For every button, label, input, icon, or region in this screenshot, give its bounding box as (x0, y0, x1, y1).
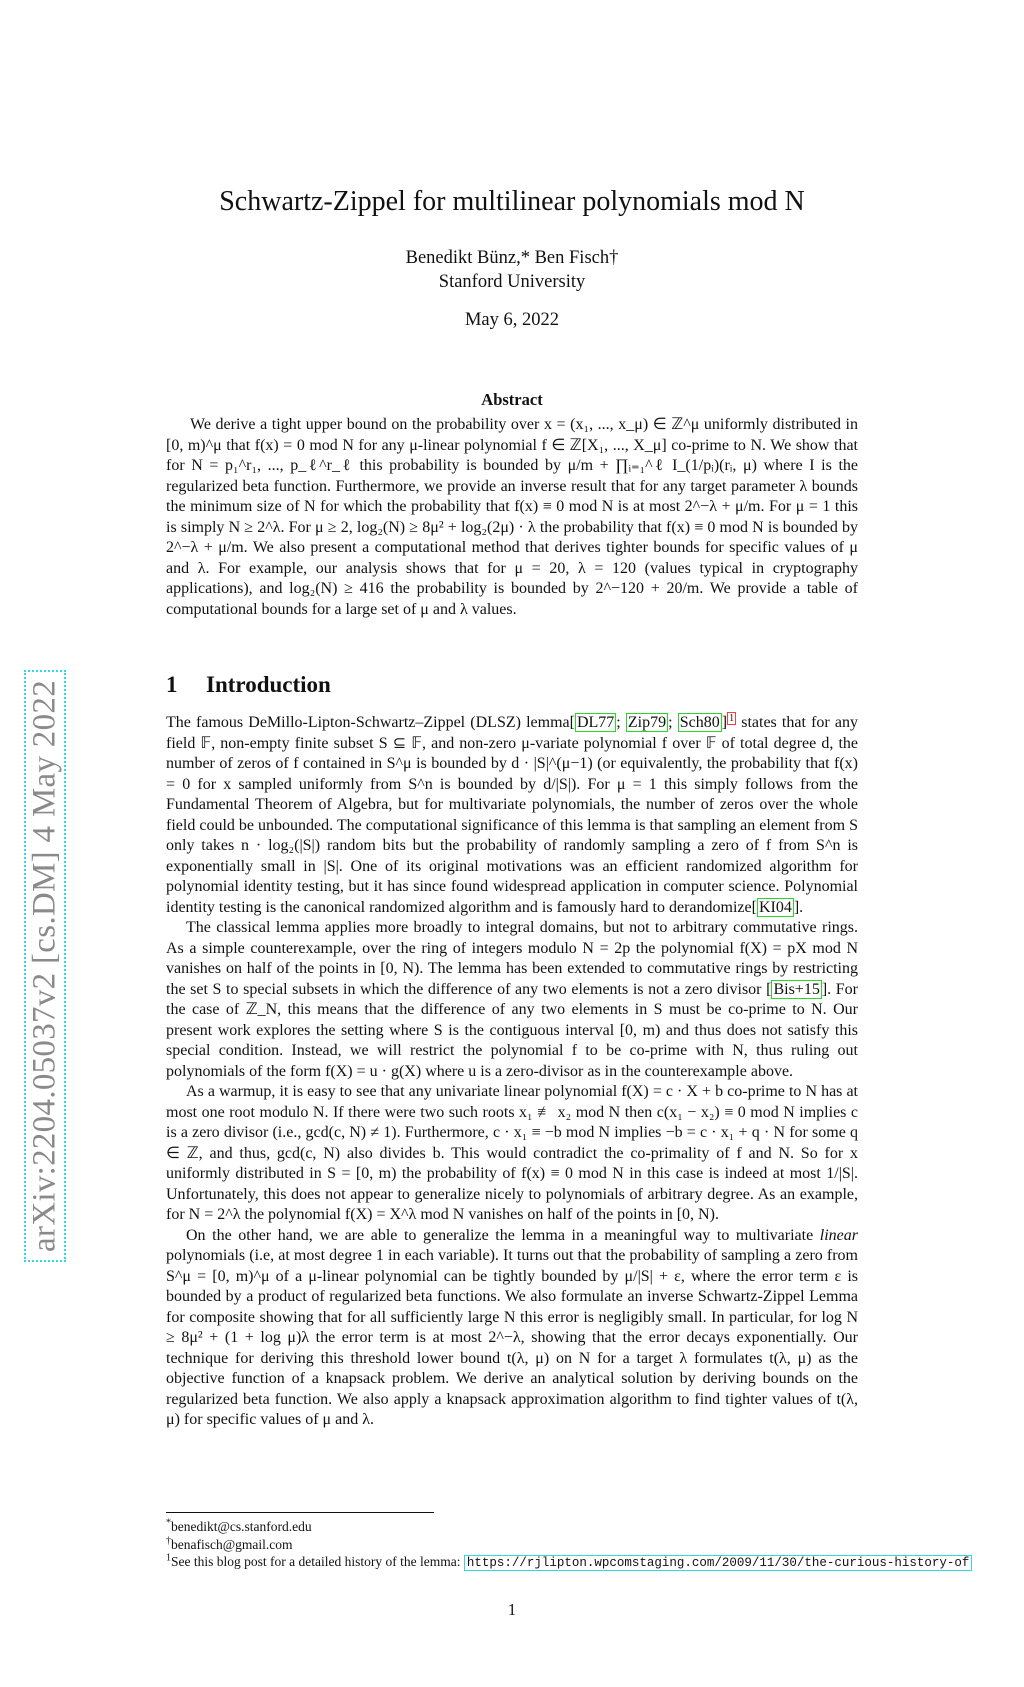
footnote: †benafisch@gmail.com (166, 1535, 293, 1552)
paragraph-text: On the other hand, we are able to generalize the lemma in a meaningful way to multivariate (186, 1226, 820, 1244)
paper-date: May 6, 2022 (464, 310, 560, 330)
section-title: Introduction (206, 672, 331, 697)
paragraph-text: polynomials (i.e, at most degree 1 in each variable). It turns out that the probability of sampling a zero from S^μ = [0, m)^μ of a μ-linear polynomial can be tightly bounded by μ/|S| + ε, where the error term ε is bounded by a product of regularized beta functions. We also formulate an inverse Schwartz-Zippel Lemma for composite showing that for all sufficiently large N this error is negligibly small. In particular, for log N ≥ 8μ² + (1 + log μ)λ the error term is at most 2^−λ, showing that the error decays exponentially. Our technique for deriving this threshold lower bound t(λ, μ) on N for a target λ formulates t(λ, μ) as the objective function of a knapsack problem. We derive an analytical solution by deriving bounds on the regularized beta function. We also apply a knapsack approximation algorithm to find tighter values of t(λ, μ) for specific values of μ and λ. (166, 1247, 858, 1428)
footnote-divider (166, 1512, 434, 1513)
abstract-heading: Abstract (481, 390, 543, 409)
author-affiliation: Stanford University (438, 272, 586, 292)
section-number: 1 (166, 672, 178, 697)
footnote-ref-link[interactable]: 1 (729, 712, 735, 724)
arxiv-stamp-text: arXiv:2204.05037v2 [cs.DM] 4 May 2022 (26, 679, 63, 1253)
page-number: 1 (507, 1600, 517, 1619)
abstract-text: We derive a tight upper bound on the probability over x = (x₁, ..., x_μ) ∈ ℤ^μ uniformly distributed in [0, m)^μ that f(x) = 0 mod N for any μ-linear polynomial f ∈ ℤ[X₁, ..., X_μ] co-prime to N. We show that for N = p₁^r₁, ..., p_ℓ^r_ℓ this probability is bounded by μ/m + ∏ᵢ₌₁^ℓ I_(1/pᵢ)(rᵢ, μ) where I is the regularized beta function. Furthermore, we provide an inverse result that for any target parameter λ bounds the minimum size of N for which the probability that f(x) ≡ 0 mod N is at most 2^−λ + μ/m. For μ = 1 this is simply N ≥ 2^λ. For μ ≥ 2, log₂(N) ≥ 8μ² + log₂(2μ) · λ the probability that f(x) ≡ 0 mod N is bounded by 2^−λ + μ/m. We also present a computational method that derives tighter bounds for specific values of μ and λ. For example, our analysis shows that for μ = 20, λ = 120 (values typical in cryptography applications), and log₂(N) ≥ 416 the probability is bounded by 2^−120 + 20/m. We provide a table of computational bounds for a large set of μ and λ values. (166, 416, 858, 618)
paper-title: Schwartz-Zippel for multilinear polynomials mod N (219, 186, 805, 217)
paragraph: As a warmup, it is easy to see that any univariate linear polynomial f(X) = c · X + b co-prime to N has at most one root modulo N. If there were two such roots x₁ ≢ x₂ mod N then c(x₁ − x₂) ≡ 0 mod N implies c is a zero divisor (i.e., gcd(c, N) ≠ 1). Furthermore, c · x₁ ≡ −b mod N implies −b = c · x₁ + q · N for some q ∈ ℤ, and thus, gcd(c, N) also divides b. This would contradict the co-primality of f and N. So for x uniformly distributed in S = [0, m) the probability of f(x) ≡ 0 mod N in this case is indeed at most 1/|S|. Unfortunately, this does not appear to generalize nicely to polynomials of arbitrary degree. As an example, for N = 2^λ the polynomial f(X) = X^λ mod N vanishes on half of the points in [0, N). (166, 1083, 858, 1223)
citation-link[interactable]: Bis+15 (773, 980, 820, 998)
section-heading (166, 672, 331, 698)
citation-link[interactable]: Zip79 (627, 714, 667, 731)
citation-link[interactable]: Sch80 (679, 714, 720, 731)
paragraph-text: The famous DeMillo-Lipton-Schwartz–Zippel (DLSZ) lemma (166, 714, 570, 731)
citation-link[interactable]: KI04 (758, 898, 792, 916)
paragraph-text: . For the case of ℤ_N, this means that the difference of any two elements in S must be co-prime to N. Our present work explores the setting where S is the contiguous interval [0, m) and thus does not satisfy this special condition. Instead, we will restrict the polynomial f to be co-prime with N, thus ruling out polynomials of the form f(X) = u · g(X) where u is a zero-divisor as in the counterexample above. (166, 980, 858, 1080)
paragraph: The classical lemma applies more broadly to integral domains, but not to arbitrary commutative rings. As a simple counterexample, over the ring of integers modulo N = 2p the polynomial f(X) = pX mod N vanishes on half of the points in [0, N). The lemma has been extended to commutative rings by restricting the set S to special subsets in which the difference of any two elements is not a zero divisor [ Bis+15 ]. For the case of ℤ_N, this means that the difference of any two elements in S must be co-prime to N. Our present work explores the setting where S is the contiguous interval [0, m) and thus does not satisfy this special condition. Instead, we will restrict the polynomial f to be co-prime with N, thus ruling out polynomials of the form f(X) = u · g(X) where u is a zero-divisor as in the counterexample above. (166, 919, 858, 1080)
footnote-text: benedikt@cs.stanford.edu (171, 1519, 312, 1534)
arxiv-stamp[interactable] (24, 670, 66, 1262)
paragraph: The famous DeMillo-Lipton-Schwartz–Zippel (DLSZ) lemma[ DL77 ; Zip79 ; Sch80 ] $^1$ states that for any field 𝔽, non-empty finite subset S ⊆ 𝔽, and non-zero μ-variate polynomial f over 𝔽 of total degree d, the number of zeros of f contained in S^μ is bounded by d · |S|^(μ−1) (or equivalently, the probability that f(x) = 0 for x sampled uniformly from S^n is bounded by d/|S|). For μ = 1 this simply follows from the Fundamental Theorem of Algebra, but for multivariate polynomials, the number of zeros over the whole field could be unbounded. The computational significance of this lemma is that sampling an element from S only takes n · log₂(|S|) random bits but the probability of randomly sampling a zero of f from S^n is exponentially small in |S|. One of its original motivations was an efficient randomized algorithm for polynomial identity testing, but it has since found widespread application in computer science. Polynomial identity testing is the canonical randomized algorithm and is famously hard to derandomize[ KI04 ]. (166, 712, 858, 916)
paragraph (166, 1226, 858, 1431)
paragraph-text: The classical lemma applies more broadly to integral domains, but not to arbitrary commutative rings. As a simple counterexample, over the ring of integers modulo N = 2p the polynomial f(X) = pX mod N vanishes on half of the points in [0, N). The lemma has been extended to commutative rings by restricting the set S to special subsets in which the difference of any two elements is not a zero divisor (166, 919, 858, 998)
footnote-url-link[interactable]: https://rjlipton.wpcomstaging.com/2009/11/30/the-curious-history-of (464, 1555, 973, 1571)
footnote: $^1$See this blog post for a detailed history of the lemma: https://rjlipton.wpcomstaging.com/2009/11/30/the-curious-history-of (166, 1553, 1024, 1573)
paragraph-text: states that for any field 𝔽, non-empty finite subset S ⊆ 𝔽, and non-zero μ-variate polynomial f over 𝔽 of total degree d, the number of zeros of f contained in S^μ is bounded by d · |S|^(μ−1) (or equivalently, the probability that f(x) = 0 for x sampled uniformly from S^n is bounded by d/|S|). For μ = 1 this simply follows from the Fundamental Theorem of Algebra, but for multivariate polynomials, the number of zeros over the whole field could be unbounded. The computational significance of this lemma is that sampling an element from S only takes n · log₂(|S|) random bits but the probability of randomly sampling a zero of f from S^n is exponentially small in |S|. One of its original motivations was an efficient randomized algorithm for polynomial identity testing, but it has since found widespread application in computer science. Polynomial identity testing is the canonical randomized algorithm and is famously hard to derandomize (166, 714, 858, 916)
section-body (166, 713, 858, 1431)
emphasis-text: linear (819, 1226, 858, 1244)
footnote-text: benafisch@gmail.com (171, 1536, 293, 1552)
footnote-text: See this blog post for a detailed history of the lemma: (171, 1554, 464, 1569)
footnote: *benedikt@cs.stanford.edu (166, 1517, 312, 1534)
author-block (0, 246, 1024, 294)
footnotes (166, 1518, 1024, 1573)
citation-link[interactable]: DL77 (576, 714, 615, 731)
author-names: Benedikt Bünz,* Ben Fisch† (405, 248, 619, 268)
